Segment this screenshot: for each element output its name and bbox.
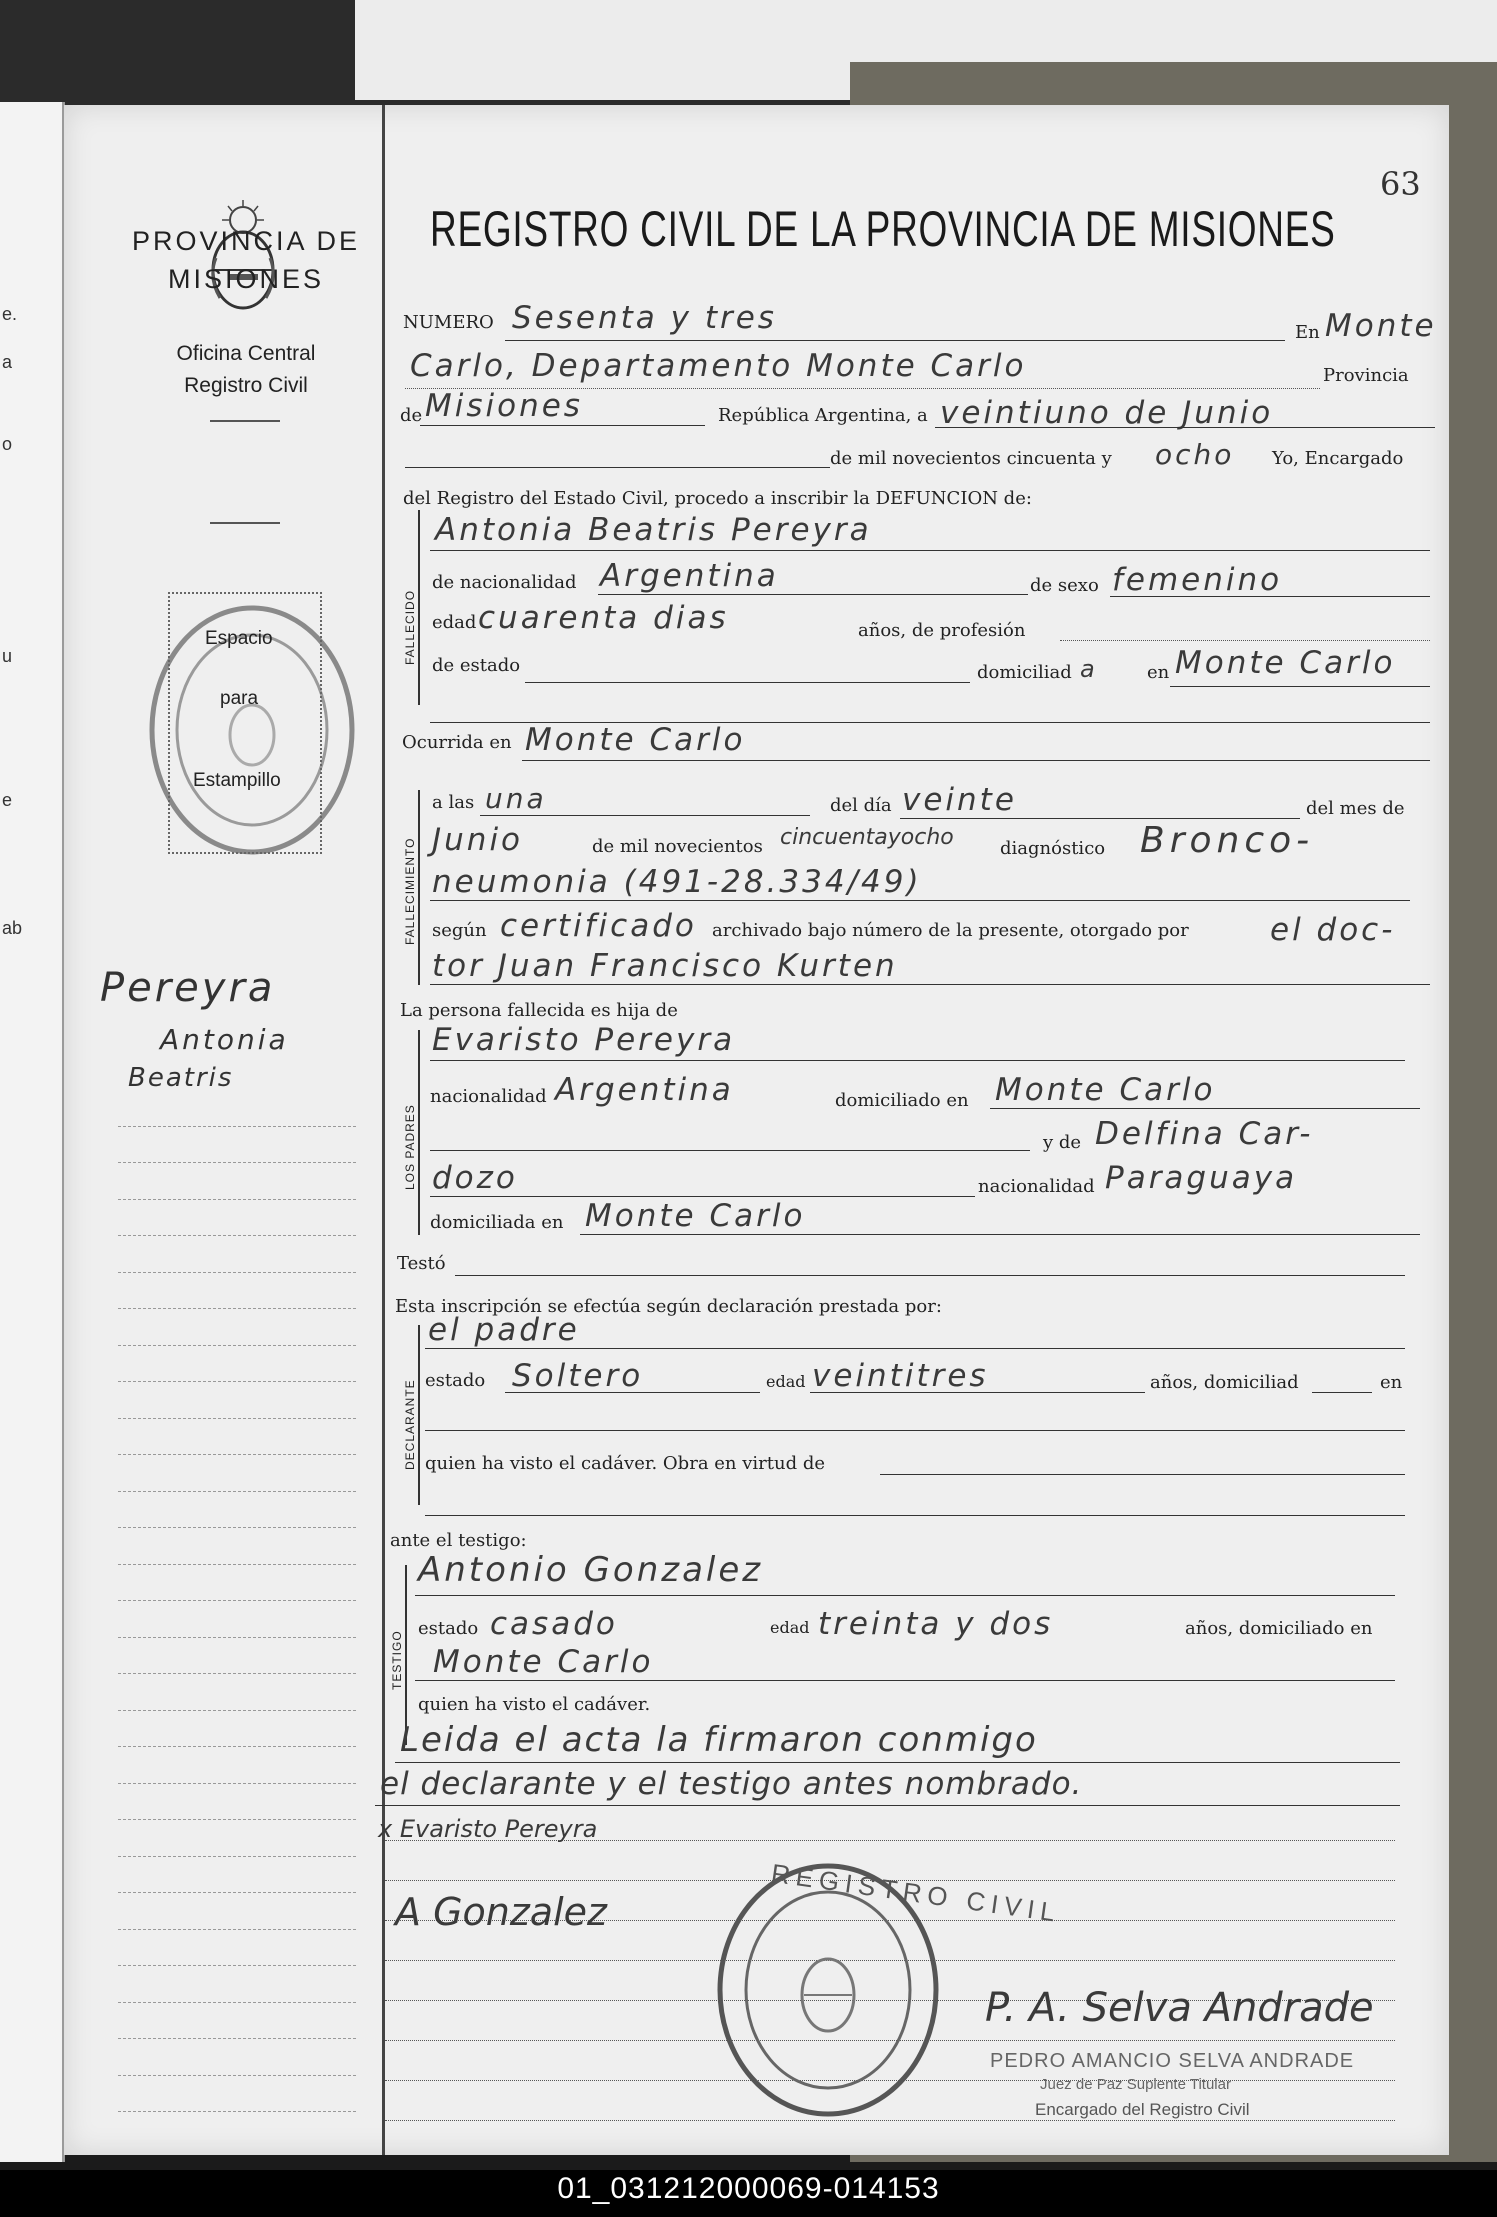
segun-value: certificado bbox=[500, 908, 697, 944]
padre-domicilio-value: Monte Carlo bbox=[995, 1072, 1216, 1108]
ocurrida-value: Monte Carlo bbox=[525, 722, 746, 758]
en-value: Monte bbox=[1325, 308, 1437, 344]
field-line bbox=[880, 1474, 1405, 1475]
hija-label: La persona fallecida es hija de bbox=[400, 1000, 678, 1021]
profesion-label: años, de profesión bbox=[858, 620, 1026, 641]
domiciliad-label: domiciliad bbox=[977, 662, 1072, 683]
section-bracket bbox=[418, 1030, 420, 1235]
declarante-signature: x Evaristo Pereyra bbox=[378, 1815, 598, 1843]
madre-value: Delfina Car- bbox=[1095, 1116, 1314, 1152]
edad-label: edad bbox=[770, 1618, 810, 1637]
yde-label: y de bbox=[1043, 1132, 1082, 1153]
numero-label: NUMERO bbox=[403, 312, 494, 333]
folio-number: 63 bbox=[1380, 165, 1421, 203]
field-line bbox=[430, 1150, 1030, 1151]
padre-value: Evaristo Pereyra bbox=[432, 1022, 736, 1058]
field-line bbox=[522, 760, 1430, 761]
field-line bbox=[505, 340, 1285, 341]
declarante-section-label: DECLARANTE bbox=[403, 1379, 417, 1470]
en-label: En bbox=[1295, 322, 1320, 343]
officer-name: PEDRO AMANCIO SELVA ANDRADE bbox=[990, 2050, 1355, 2072]
edad-value: cuarenta dias bbox=[478, 600, 729, 636]
en-label: en bbox=[1147, 662, 1170, 683]
field-line bbox=[1060, 640, 1430, 641]
testigo-label: ante el testigo: bbox=[390, 1530, 527, 1551]
office-line: Registro Civil bbox=[184, 374, 308, 397]
sidebar-ruled-lines bbox=[118, 1090, 356, 2112]
fallecido-name-value: Antonia Beatris Pereyra bbox=[435, 512, 872, 548]
madre-value-cont: dozo bbox=[432, 1160, 518, 1196]
field-line bbox=[430, 984, 1430, 985]
estado-label: estado bbox=[418, 1618, 479, 1639]
officer-title: Encargado del Registro Civil bbox=[1035, 2100, 1250, 2119]
encargado-label: Yo, Encargado bbox=[1272, 448, 1404, 469]
testo-label: Testó bbox=[397, 1253, 446, 1274]
cadaver-label: quien ha visto el cadáver. Obra en virtud de bbox=[425, 1453, 826, 1474]
field-line bbox=[430, 900, 1410, 901]
field-line bbox=[900, 818, 1300, 819]
officer-signature: P. A. Selva Andrade bbox=[985, 1985, 1374, 2031]
domiciliado-label: años, domiciliado en bbox=[1185, 1618, 1373, 1639]
field-line bbox=[425, 1430, 1405, 1431]
hora-value: una bbox=[485, 782, 547, 815]
provincia-label: Provincia bbox=[1323, 365, 1409, 386]
seal-text: REGISTRO CIVIL bbox=[769, 1857, 1063, 1929]
stamp-space-label: Estampillo bbox=[193, 770, 281, 791]
provincia-value: Misiones bbox=[425, 388, 583, 424]
domiciliad-value: a bbox=[1080, 655, 1098, 683]
testigo-domicilio-value: Monte Carlo bbox=[433, 1644, 654, 1680]
dia-value: veinte bbox=[902, 782, 1017, 818]
doctor-value: el doc- bbox=[1270, 912, 1396, 948]
field-line bbox=[420, 425, 705, 426]
date-value: veintiuno de Junio bbox=[940, 395, 1274, 431]
domicilio-value: Monte Carlo bbox=[1175, 645, 1396, 681]
padres-section-label: LOS PADRES bbox=[403, 1104, 417, 1190]
diagnostico-value: Bronco- bbox=[1140, 820, 1315, 861]
left-page-mark: e bbox=[2, 790, 13, 810]
field-line bbox=[415, 1595, 1395, 1596]
margin-annotation: Antonia bbox=[160, 1023, 289, 1056]
province-heading bbox=[108, 222, 384, 298]
sexo-value: femenino bbox=[1112, 562, 1283, 598]
mil-label: de mil novecientos cincuenta y bbox=[830, 448, 1112, 469]
archivado-label: archivado bajo número de la presente, otorgado por bbox=[712, 920, 1189, 941]
section-bracket bbox=[405, 1565, 407, 1745]
segun-label: según bbox=[432, 920, 487, 941]
sidebar-divider bbox=[210, 420, 280, 422]
domiciliada-label: domiciliada en bbox=[430, 1212, 564, 1233]
dia-label: del día bbox=[830, 795, 892, 816]
en-label: en bbox=[1380, 1372, 1403, 1393]
testigo-name-value: Antonio Gonzalez bbox=[418, 1550, 764, 1590]
office-line: Oficina Central bbox=[176, 342, 316, 365]
madre-nacionalidad-label: nacionalidad bbox=[978, 1176, 1095, 1197]
mes-value: Junio bbox=[432, 822, 524, 858]
mil-label: de mil novecientos bbox=[592, 836, 763, 857]
left-page-mark: o bbox=[2, 434, 13, 454]
field-line bbox=[1312, 1392, 1372, 1393]
field-line bbox=[1110, 596, 1430, 597]
location-value: Carlo, Departamento Monte Carlo bbox=[410, 348, 1027, 384]
anio-value: cincuentayocho bbox=[780, 825, 954, 850]
officer-title: Juez de Paz Suplente Titular bbox=[1040, 2076, 1231, 2093]
mes-label: del mes de bbox=[1306, 798, 1405, 819]
field-line bbox=[395, 1762, 1400, 1763]
left-facing-page bbox=[0, 102, 65, 2162]
field-line bbox=[455, 1275, 1405, 1276]
nacionalidad-value: Argentina bbox=[600, 558, 779, 594]
declarante-name-value: el padre bbox=[428, 1312, 580, 1348]
image-caption: 01_031212000069-014153 bbox=[557, 2172, 940, 2205]
section-bracket bbox=[418, 790, 420, 985]
section-bracket bbox=[418, 510, 420, 705]
field-line bbox=[430, 1060, 1405, 1061]
field-line bbox=[415, 1680, 1395, 1681]
fallecido-section-label: FALLECIDO bbox=[403, 589, 417, 665]
field-line bbox=[990, 1108, 1420, 1109]
declaracion-label: Esta inscripción se efectúa según declaración prestada por: bbox=[395, 1296, 942, 1317]
fallecimiento-section-label: FALLECIMIENTO bbox=[403, 837, 417, 945]
margin-annotation: Pereyra bbox=[100, 965, 276, 1011]
field-line bbox=[405, 467, 830, 468]
field-line bbox=[1170, 686, 1430, 687]
left-page-mark: a bbox=[2, 352, 13, 372]
cadaver-label: quien ha visto el cadáver. bbox=[418, 1694, 651, 1715]
year-value: ocho bbox=[1155, 438, 1235, 471]
alas-label: a las bbox=[432, 792, 475, 813]
field-line bbox=[480, 815, 810, 816]
madre-domicilio-value: Monte Carlo bbox=[585, 1198, 806, 1234]
estado-label: estado bbox=[425, 1370, 486, 1391]
diagnostico-value-cont: neumonia (491-28.334/49) bbox=[432, 864, 922, 900]
inscribir-label: del Registro del Estado Civil, procedo a inscribir la DEFUNCION de: bbox=[403, 488, 1032, 509]
stamp-space-label: Espacio bbox=[205, 628, 273, 649]
field-line bbox=[425, 1348, 1405, 1349]
field-line bbox=[505, 1392, 760, 1393]
doctor-value-cont: tor Juan Francisco Kurten bbox=[432, 948, 898, 984]
domiciliado-label: domiciliado en bbox=[835, 1090, 969, 1111]
sexo-label: de sexo bbox=[1030, 575, 1099, 596]
padre-nacionalidad-value: Argentina bbox=[555, 1072, 734, 1108]
numero-value: Sesenta y tres bbox=[512, 300, 777, 336]
testigo-section-label: TESTIGO bbox=[390, 1630, 404, 1690]
testigo-estado-value: casado bbox=[490, 1606, 618, 1642]
de-label: de bbox=[400, 405, 423, 426]
left-page-mark: ab bbox=[2, 918, 23, 938]
closing-text-line: el declarante y el testigo antes nombrado. bbox=[380, 1766, 1083, 1802]
declarante-edad-value: veintitres bbox=[812, 1358, 989, 1394]
estado-label: de estado bbox=[432, 655, 521, 676]
field-line bbox=[598, 594, 1028, 595]
field-line bbox=[425, 1515, 1405, 1516]
edad-label: edad bbox=[766, 1372, 806, 1391]
document-title: REGISTRO CIVIL DE LA PROVINCIA DE MISIONES bbox=[430, 201, 1336, 257]
left-page-mark: e. bbox=[2, 304, 18, 324]
declarante-estado-value: Soltero bbox=[512, 1358, 644, 1394]
domiciliad-label: años, domiciliad bbox=[1150, 1372, 1299, 1393]
edad-label: edad bbox=[432, 612, 477, 633]
ocurrida-label: Ocurrida en bbox=[402, 732, 512, 753]
sidebar-divider bbox=[210, 522, 280, 524]
stamp-space-label: para bbox=[220, 688, 259, 709]
field-line bbox=[430, 550, 1430, 551]
testigo-edad-value: treinta y dos bbox=[818, 1606, 1054, 1642]
office-heading bbox=[108, 338, 384, 402]
field-line bbox=[375, 1805, 1400, 1806]
province-line: MISIONES bbox=[167, 264, 325, 294]
field-line bbox=[580, 1234, 1420, 1235]
field-line bbox=[430, 1196, 975, 1197]
field-line bbox=[935, 427, 1435, 428]
left-page-mark: u bbox=[2, 646, 13, 666]
field-line bbox=[810, 1392, 1145, 1393]
testigo-signature: A Gonzalez bbox=[395, 1890, 607, 1934]
madre-nacionalidad-value: Paraguaya bbox=[1105, 1160, 1298, 1196]
republica-label: República Argentina, a bbox=[718, 405, 928, 426]
margin-annotation: Beatris bbox=[128, 1063, 234, 1093]
field-line bbox=[525, 682, 970, 683]
nacionalidad-label: de nacionalidad bbox=[432, 572, 577, 593]
closing-text-line: Leida el acta la firmaron conmigo bbox=[400, 1720, 1038, 1760]
diagnostico-label: diagnóstico bbox=[1000, 838, 1106, 859]
province-line: PROVINCIA DE bbox=[131, 226, 361, 256]
section-bracket bbox=[418, 1325, 420, 1505]
nacionalidad-label: nacionalidad bbox=[430, 1086, 547, 1107]
